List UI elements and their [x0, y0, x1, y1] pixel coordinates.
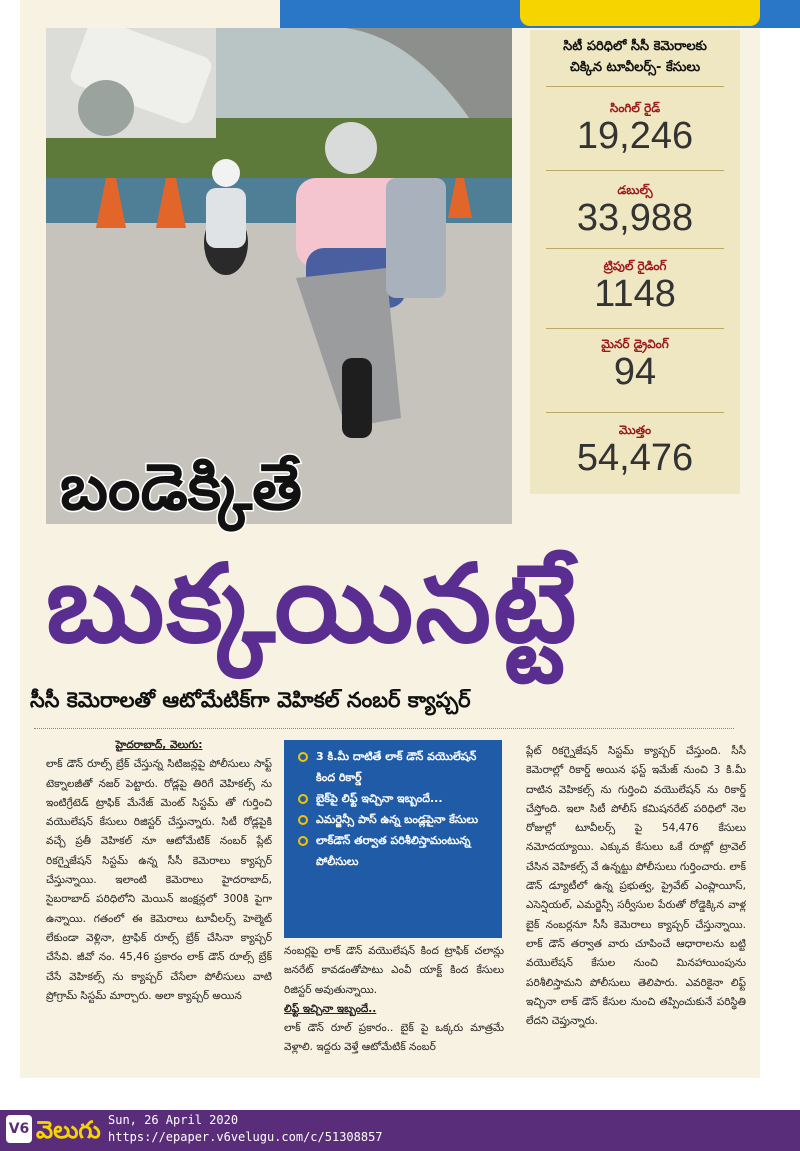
- highlight-item: ఎమర్జెన్సీ పాస్ ఉన్న బండ్లపైనా కేసులు: [294, 809, 496, 830]
- footer-url-link[interactable]: https://epaper.v6velugu.com/c/51308857: [108, 1130, 383, 1144]
- stat-single-ride: [530, 100, 740, 156]
- article-column-3: [526, 742, 746, 1066]
- stats-divider: [546, 86, 724, 87]
- highlights-list: [284, 740, 502, 872]
- stats-title-line1: సిటీ పరిధిలో సీసీ కెమెరాలకు: [563, 39, 707, 54]
- stat-value: 1148: [594, 273, 676, 315]
- stats-box: [530, 30, 740, 494]
- stat-label: మైనర్ డ్రైవింగ్: [601, 337, 669, 351]
- article-column-1: [46, 736, 272, 1066]
- highlight-item: 3 కి.మీ దాటితే లాక్ డౌన్ వయొలేషన్ కింద రికార్డ్: [294, 746, 496, 788]
- stat-label: ట్రిపుల్ రైడింగ్: [603, 259, 667, 273]
- headline-line2: బుక్కయినట్టే: [46, 542, 579, 667]
- stat-label: సింగిల్ రైడ్: [609, 101, 661, 115]
- stat-value: 33,988: [576, 197, 694, 239]
- v6-velugu-logo[interactable]: [6, 1113, 104, 1147]
- stats-divider: [546, 170, 724, 171]
- stat-value: 19,246: [576, 115, 694, 157]
- article-col2-text: నంబర్లపై లాక్ డౌన్ వయొలేషన్ కింద ట్రాఫిక్ చలాన్లు జనరేట్ కావడంతోపాటు ఎంవీ యాక్ట్ కింద కేసులు రిజిస్టర్ అవుతున్నాయి.: [284, 945, 504, 996]
- stats-divider: [546, 248, 724, 249]
- masthead-band: [280, 0, 800, 28]
- article-col2b-text: లాక్ డౌన్ రూల్ ప్రకారం.. బైక్ పై ఒక్కరు మాత్రమే వెళ్లాలి. ఇద్దరు వెళ్తే ఆటోమేటిక్ నంబర్: [284, 1022, 504, 1054]
- article-col1-text: లాక్ డౌన్ రూల్స్ బ్రేక్ చేస్తున్న సిటిజన్లపై పోలీసులు సాఫ్ట్ టెక్నాలజీతో నజర్ పెట్టారు. రోడ్లపై తిరిగే వెహికల్స్ ను ఇంటిగ్రేటెడ్ ట్రాఫిక్ మేనేజ్ మెంట్ సిస్టమ్ తో గుర్తించి వయొలేషన్ కేసులు రిజిస్టర్ చేస్తున్నారు. సిటీ రోడ్లపైకి వచ్చే ప్రతీ వెహికల్ నూ ఆటోమేటిక్ నంబర్ ప్లేట్ రికగ్నైజేషన్ సిస్టమ్ ఉన్న సీసీ కెమెరాలు క్యాప్చర్ చేస్తున్నాయి. ఇలాంటి కెమెరాలు హైదరాబాద్, సైబరాబాద్ పరిధిలోని మెయిన్ జంక్షన్లలో 300కి పైగా ఉన్నాయి. గతంలో ఈ కెమెరాలు టూవీలర్స్ హెల్మెట్ లేకుండా వెళ్లినా, ట్రాఫిక్ రూల్స్ బ్రేక్ చేసినా క్యాప్చర్ చేసేవి. జీవో నం. 45,46 ప్రకారం లాక్ డౌన్ రూల్స్ బ్రేక్ చేసే వెహికల్స్ ను క్యాప్చర్ చేసేలా పోలీసులు వాటి ప్రోగ్రామ్ సిస్టమ్ మార్చారు. అలా క్యాప్చర్ అయిన: [46, 758, 272, 1002]
- article-col3-text: ప్లేట్ రికగ్నైజేషన్ సిస్టమ్ క్యాప్చర్ చేస్తుంది. సీసీ కెమెరాల్లో రికార్డ్ అయిన ఫస్ట్ ఇమేజ్ నుంచి 3 కి.మీ దాటిన వెహికల్స్ ను గుర్తించి వయొలేషన్ ను రికార్డ్ చేస్తోంది. ఇలా సిటీ పోలీస్ కమిషనరేట్ పరిధిలో నెల రోజుల్లో టూవీలర్స్ పై 54,476 కేసులు నమోదయ్యాయి. ఎక్కువ కేసులు ఒకే రూట్లో ట్రావెల్ చేసిన వెహికల్స్ వే ఉన్నట్టు పోలీసులు గుర్తించారు. లాక్ డౌన్ డ్యూటీలో ఉన్న ప్రభుత్వ, ప్రైవేట్ ఎంప్లాయీస్, ఎసెన్షియల్, ఎమర్జెన్సీ సర్వీసుల పేరుతో రోడ్డెక్కిన వాళ్ల బైక్ నంబర్లనూ సీసీ కెమెరాలు క్యాప్చర్ చేస్తున్నాయి. లాక్ డౌన్ తర్వాత వారు చూపించే ఆధారాలను బట్టి వయొలేషన్ కేసుల నుంచి మినహాయింపును పరిశీలిస్తామని పోలీసులు తెలిపారు. ఎవరికైనా లిఫ్ట్ ఇచ్చినా లాక్ డౌన్ కేసుల నుంచి తప్పించుకునే పరిస్థితి లేదని చెప్తున్నారు.: [526, 745, 746, 1028]
- section-rule: [34, 728, 734, 729]
- stat-value: 94: [613, 351, 657, 393]
- highlight-item: బైక్‌పై లిఫ్ట్ ఇచ్చినా ఇబ్బందే...: [294, 788, 496, 809]
- stats-divider: [546, 328, 724, 329]
- stat-minor-driving: [530, 336, 740, 392]
- masthead-logo: [520, 0, 760, 26]
- stat-total: [530, 422, 740, 478]
- footer-date: Sun, 26 April 2020: [108, 1113, 239, 1127]
- stats-divider: [546, 412, 724, 413]
- highlight-item: లాక్‌డౌన్ తర్వాత పరిశీలిస్తామంటున్న పోలీసులు: [294, 830, 496, 872]
- subheadline: సీసీ కెమెరాలతో ఆటోమేటిక్‌గా వెహికల్ నంబర్ క్యాప్చర్: [30, 688, 471, 712]
- article-dateline: హైదరాబాద్, వెలుగు:: [115, 739, 203, 751]
- stats-title: [530, 36, 740, 78]
- article-column-2: [284, 942, 504, 1066]
- highlights-box: [284, 740, 502, 938]
- v6-badge-icon: V6: [6, 1115, 32, 1143]
- article-col2-subhead: లిఫ్ట్ ఇచ్చినా ఇబ్బందే..: [284, 1002, 377, 1015]
- stat-doubles: [530, 182, 740, 238]
- logo-name: వెలుగు: [36, 1116, 101, 1144]
- headline-line1: బండెక్కితే: [60, 451, 302, 525]
- stat-triple-riding: [530, 258, 740, 314]
- stat-label: డబుల్స్: [617, 183, 653, 197]
- stat-value: 54,476: [576, 437, 694, 479]
- stats-title-line2: చిక్కిన టూవీలర్స్- కేసులు: [569, 60, 701, 75]
- stat-label: మొత్తం: [618, 423, 652, 437]
